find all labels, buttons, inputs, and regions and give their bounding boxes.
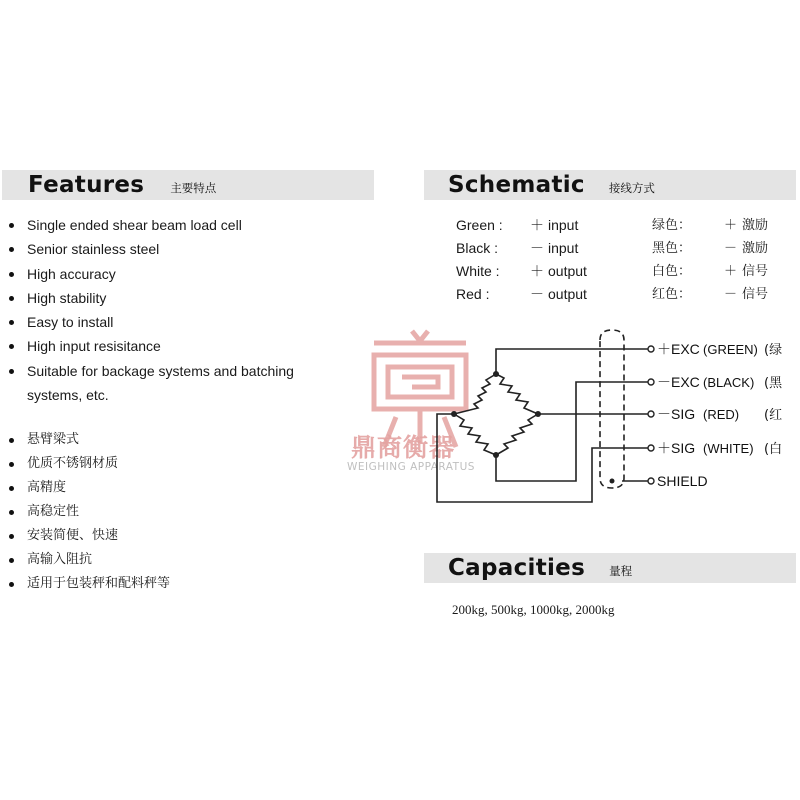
wire-color-cn: 红色：	[652, 287, 692, 302]
wire-sign-cn: ＋	[724, 218, 738, 233]
node-right	[535, 411, 541, 417]
list-item: 优质不锈钢材质	[0, 452, 380, 476]
capacities-title-cn: 量程	[609, 564, 633, 578]
terminal-label: －SIG	[657, 406, 696, 422]
wire-sign: －	[530, 286, 544, 302]
terminal-circle	[648, 445, 654, 451]
wire-exc-plus	[496, 349, 649, 374]
terminal-cn: (红	[764, 408, 783, 423]
schematic-title: Schematic	[448, 172, 585, 198]
wire-role: input	[548, 240, 579, 256]
list-item: 高输入阻抗	[0, 548, 380, 572]
terminal-cn: (绿	[764, 343, 783, 358]
bridge-arm-top-right	[496, 374, 538, 414]
wire-role-cn: 信号	[742, 264, 769, 279]
wire-sign-cn: ＋	[724, 264, 738, 279]
list-item: High accuracy	[0, 262, 380, 286]
list-item: High stability	[0, 286, 380, 310]
wire-sign: －	[530, 240, 544, 256]
wire-color: Red :	[456, 286, 490, 302]
watermark-text-en: WEIGHING APPARATUS	[347, 461, 475, 473]
terminal-paren: (RED)	[703, 407, 740, 422]
list-item: Easy to install	[0, 310, 380, 334]
features-title: Features	[28, 172, 145, 198]
terminal-label: SHIELD	[657, 473, 708, 489]
features-title-cn: 主要特点	[170, 181, 217, 195]
bridge-arm-bottom-right	[496, 414, 538, 455]
wire-role-cn: 激励	[742, 241, 769, 256]
wire-sign-cn: －	[724, 241, 738, 256]
terminal-circle	[648, 346, 654, 352]
terminal-label: ＋SIG	[657, 440, 696, 456]
node-bottom	[493, 452, 499, 458]
list-item: Senior stainless steel	[0, 237, 380, 261]
list-item: 高稳定性	[0, 500, 380, 524]
terminal-cn: (白	[764, 442, 783, 457]
wire-role-cn: 信号	[742, 287, 769, 302]
wire-color: White :	[456, 263, 500, 279]
wire-role-cn: 激励	[742, 218, 769, 233]
wire-sign: ＋	[530, 217, 544, 233]
bridge-arm-top-left	[454, 374, 496, 414]
list-item: High input resisitance	[0, 334, 380, 358]
list-item: 悬臂梁式	[0, 428, 380, 452]
list-item: 安装简便、快速	[0, 524, 380, 548]
terminal-label: －EXC	[657, 374, 700, 390]
capacities-header	[424, 553, 796, 583]
list-item: Single ended shear beam load cell	[0, 213, 380, 237]
wire-color-cn: 黑色：	[652, 241, 692, 256]
shield-junction	[610, 479, 615, 484]
wire-color-cn: 白色：	[652, 264, 692, 279]
terminal-label: ＋EXC	[657, 341, 700, 357]
wire-color-cn: 绿色：	[652, 218, 692, 233]
schematic-title-cn: 接线方式	[608, 181, 655, 195]
bridge-arm-bottom-left	[454, 414, 496, 455]
list-item: Suitable for backage systems and batching	[0, 359, 380, 383]
terminal-circle	[648, 379, 654, 385]
wire-sign-cn: －	[724, 287, 738, 302]
terminal-paren: (GREEN)	[703, 342, 758, 357]
shield-tube	[600, 330, 624, 488]
list-item: 高精度	[0, 476, 380, 500]
terminal-circle	[648, 478, 654, 484]
terminal-paren: (WHITE)	[703, 441, 754, 456]
wire-color: Green :	[456, 217, 503, 233]
wire-role: output	[548, 263, 587, 279]
wire-sign: ＋	[530, 263, 544, 279]
watermark-text-cn: 鼎商衡器	[351, 433, 456, 462]
wire-role: input	[548, 217, 579, 233]
terminal-circle	[648, 411, 654, 417]
capacities-title: Capacities	[448, 555, 586, 581]
node-left	[451, 411, 457, 417]
capacities-values: 200kg, 500kg, 1000kg, 2000kg	[452, 602, 615, 617]
wire-role: output	[548, 286, 587, 302]
wire-color: Black :	[456, 240, 499, 256]
terminal-cn: (黑	[764, 376, 783, 391]
terminal-paren: (BLACK)	[703, 375, 755, 390]
list-item-continuation: systems, etc.	[27, 387, 109, 404]
node-top	[493, 371, 499, 377]
list-item: 适用于包装秤和配料秤等	[0, 572, 380, 596]
